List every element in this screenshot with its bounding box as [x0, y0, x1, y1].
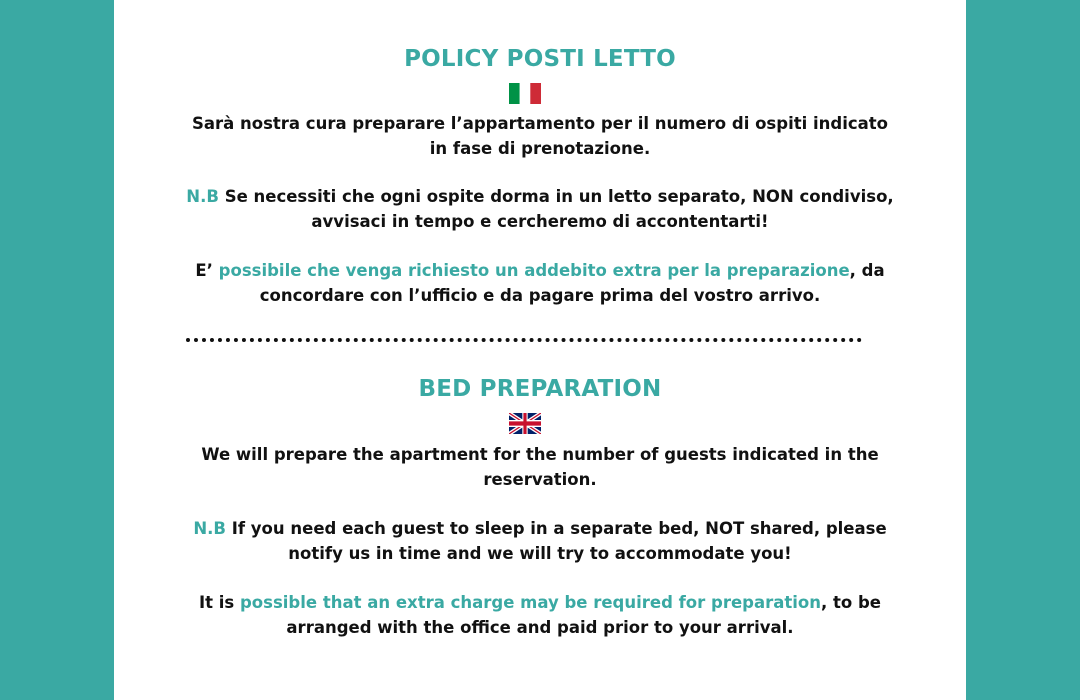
- uk-flag-graphic: [509, 413, 541, 434]
- english-charge-line1: [154, 591, 926, 616]
- italian-nb-text-line1: Se necessiti che ogni ospite dorma in un letto separato, NON condiviso,: [218, 187, 894, 206]
- english-intro-line1: We will prepare the apartment for the number of guests indicated in the: [201, 445, 879, 464]
- english-nb-text-line2: notify us in time and we will try to accommodate you!: [288, 543, 792, 563]
- english-charge-prefix: It is: [198, 593, 240, 612]
- italian-charge-highlight: possibile che venga richiesto un addebito extra per la preparazione: [218, 261, 850, 280]
- italian-nb-text-line2: avvisaci in tempo e cercheremo di accontentarti!: [311, 211, 769, 231]
- italian-nb-paragraph: [154, 185, 926, 234]
- english-intro: [154, 443, 926, 492]
- italian-intro-line2: in fase di prenotazione.: [429, 138, 651, 158]
- english-charge-highlight: possible that an extra charge may be required for preparation: [239, 593, 822, 612]
- italian-charge-suffix: , da: [849, 261, 885, 280]
- italian-intro-line1: Sarà nostra cura preparare l’appartamento per il numero di ospiti indicato: [191, 114, 889, 133]
- english-charge-line2: arranged with the office and paid prior to your arrival.: [286, 617, 794, 637]
- italian-intro: [154, 112, 926, 161]
- english-charge-paragraph: [154, 591, 926, 640]
- english-nb-paragraph: [154, 517, 926, 566]
- italian-nb-label: N.B: [186, 187, 219, 206]
- italian-title: POLICY POSTI LETTO: [404, 46, 676, 72]
- italy-flag-icon: [509, 83, 541, 104]
- section-divider: [186, 338, 862, 342]
- italian-charge-line1: [154, 259, 926, 284]
- italian-charge-paragraph: [154, 259, 926, 308]
- english-title: BED PREPARATION: [418, 376, 662, 402]
- italy-flag-graphic: [509, 83, 541, 104]
- english-intro-line2: reservation.: [483, 469, 597, 489]
- italian-charge-line2: concordare con l’ufficio e da pagare prima del vostro arrivo.: [259, 285, 821, 305]
- italian-charge-prefix: E’: [195, 261, 219, 280]
- policy-card: [114, 0, 966, 700]
- english-nb-text-line1: If you need each guest to sleep in a separate bed, NOT shared, please: [226, 519, 887, 538]
- english-nb-label: N.B: [193, 519, 226, 538]
- english-nb-line1: [154, 517, 926, 542]
- english-charge-suffix: , to be: [821, 593, 881, 612]
- italian-nb-line1: [154, 185, 926, 210]
- uk-flag-icon: [509, 413, 541, 434]
